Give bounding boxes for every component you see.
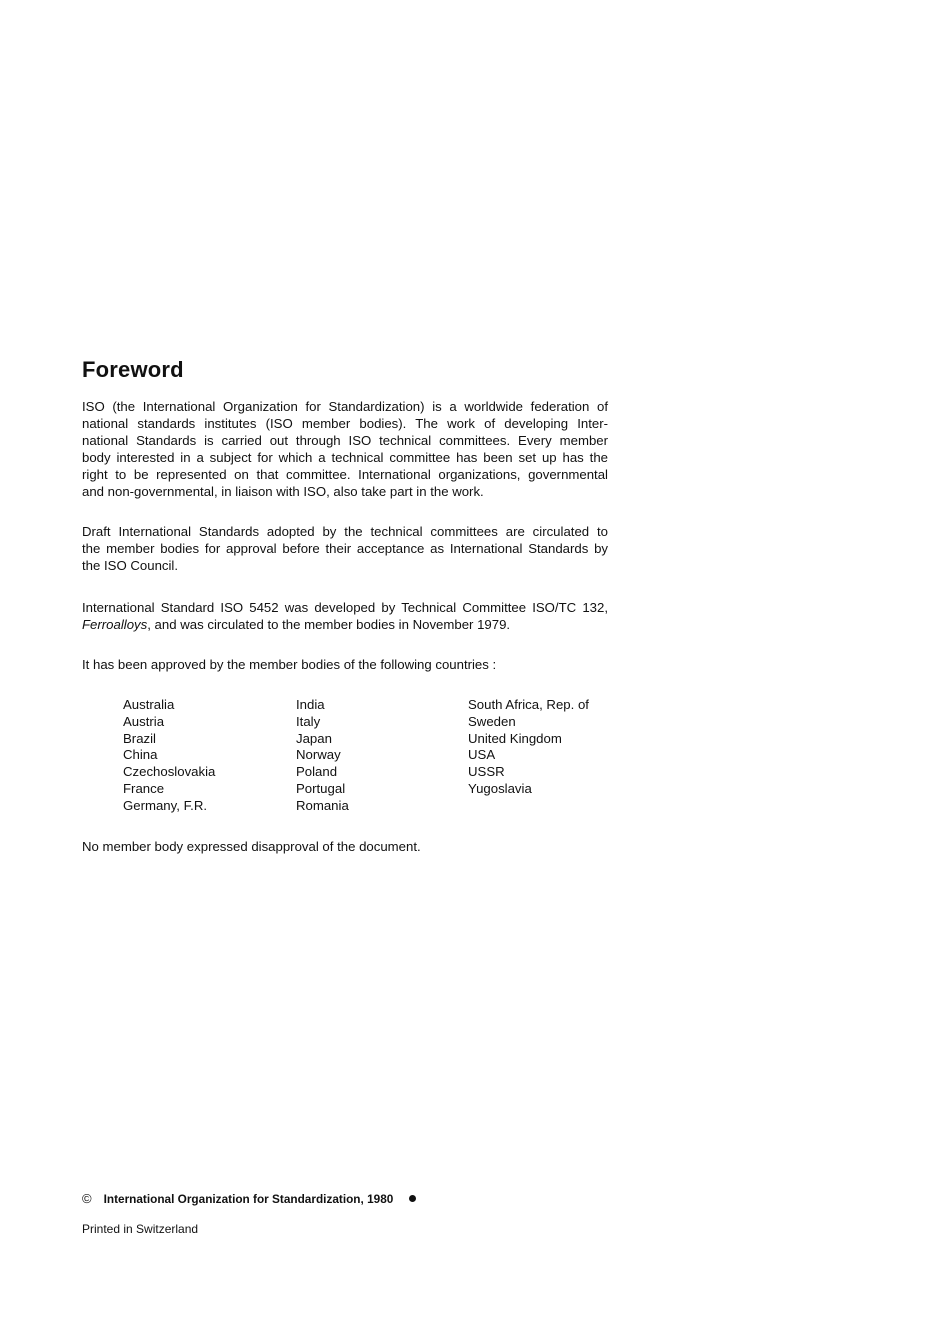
text-line: Draft International Standards adopted by the technical committees are circulated to bbox=[82, 524, 608, 539]
country-item: Japan bbox=[296, 730, 332, 746]
text-line: the ISO Council. bbox=[82, 558, 179, 573]
paragraph-draft-standards bbox=[82, 523, 608, 574]
country-item: China bbox=[123, 747, 158, 763]
text-line: and non-governmental, in liaison with ISO, also take part in the work. bbox=[82, 484, 484, 499]
country-item: India bbox=[296, 697, 325, 712]
country-item: USSR bbox=[468, 764, 505, 780]
text-line: national standards institutes (ISO member bodies). The work of developing Inter- bbox=[82, 416, 608, 431]
paragraph-no-disapproval: No member body expressed disapproval of the document. bbox=[82, 839, 421, 854]
copyright-icon: © bbox=[82, 1191, 92, 1206]
countries-column-2 bbox=[296, 697, 349, 815]
country-item: Portugal bbox=[296, 780, 346, 796]
country-item: Brazil bbox=[123, 730, 156, 746]
country-item: United Kingdom bbox=[468, 730, 562, 746]
text-fragment: , and was circulated to the member bodies in November 1979. bbox=[147, 617, 511, 632]
text-line: body interested in a subject for which a technical committee has been set up has the bbox=[82, 450, 608, 465]
printed-location: Printed in Switzerland bbox=[82, 1222, 199, 1236]
copyright-text: International Organization for Standardization, 1980 bbox=[103, 1191, 394, 1206]
text-line: national Standards is carried out through ISO technical committees. Every member bbox=[82, 433, 608, 448]
text-line bbox=[82, 616, 608, 633]
text-line: ISO (the International Organization for Standardization) is a worldwide federation of bbox=[82, 399, 608, 414]
country-item: Australia bbox=[123, 697, 175, 712]
country-item: Austria bbox=[123, 713, 165, 729]
country-item: Czechoslovakia bbox=[123, 764, 216, 780]
country-item: Yugoslavia bbox=[468, 780, 532, 796]
countries-column-1 bbox=[123, 697, 215, 815]
text-line: right to be represented on that committee. International organizations, governmental bbox=[82, 467, 608, 482]
committee-title: Ferroalloys bbox=[82, 617, 148, 632]
text-line: the member bodies for approval before their acceptance as International Standards by bbox=[82, 541, 608, 556]
country-item: Germany, F.R. bbox=[123, 797, 208, 813]
country-item: South Africa, Rep. of bbox=[468, 697, 589, 712]
country-item: Italy bbox=[296, 713, 321, 729]
country-item: Sweden bbox=[468, 713, 516, 729]
country-item: France bbox=[123, 780, 165, 796]
page-title: Foreword bbox=[82, 357, 184, 382]
country-item: Romania bbox=[296, 797, 349, 813]
text-line: International Standard ISO 5452 was developed by Technical Committee ISO/TC 132, bbox=[82, 600, 608, 615]
country-item: Norway bbox=[296, 747, 341, 763]
paragraph-approval: It has been approved by the member bodies of the following countries : bbox=[82, 657, 497, 672]
countries-column-3 bbox=[468, 697, 589, 798]
paragraph-standard-development bbox=[82, 599, 608, 633]
bullet-icon bbox=[409, 1195, 416, 1202]
country-item: Poland bbox=[296, 764, 338, 780]
paragraph-iso-description bbox=[82, 398, 608, 500]
country-item: USA bbox=[468, 747, 496, 763]
copyright-notice bbox=[82, 1191, 416, 1206]
